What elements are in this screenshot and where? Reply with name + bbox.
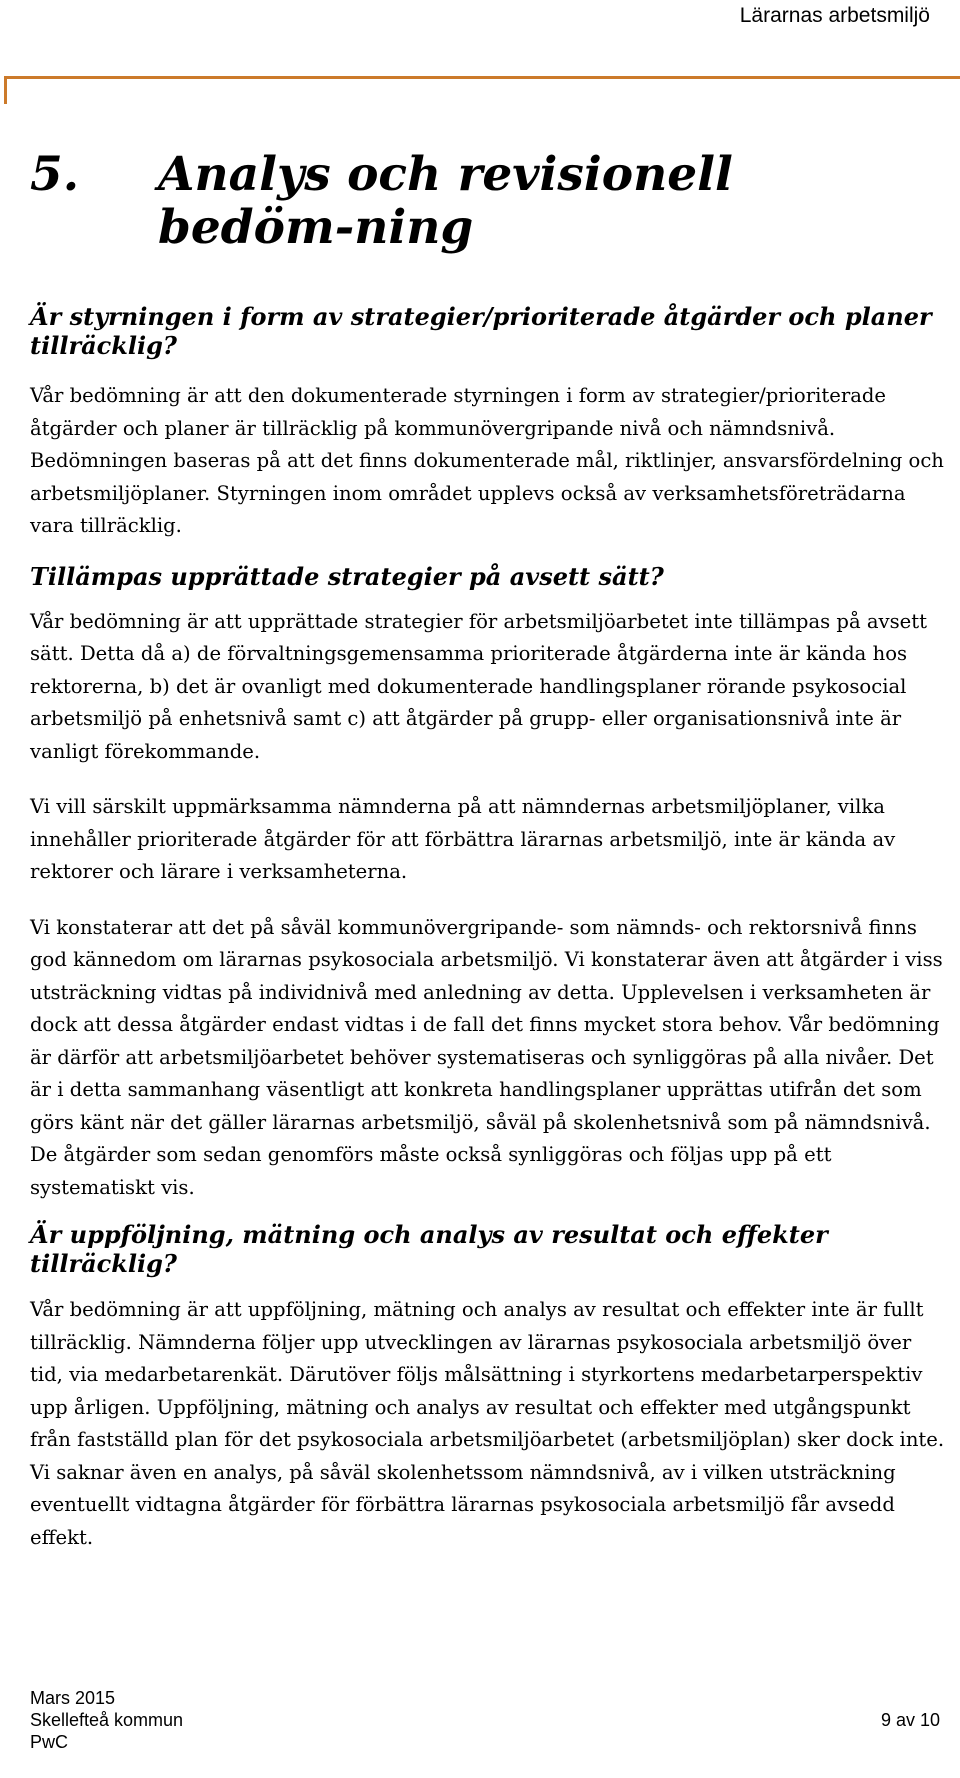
paragraph: Vi vill särskilt uppmärksamma nämnderna på att nämndernas arbetsmiljöplaner, vilka innehåller prioriterade åtgärder för att förbättra lärarnas arbetsmiljö, inte är kända av rektorer och lärare i verksamheterna. — [30, 795, 896, 883]
header-rule — [4, 76, 960, 79]
footer-company: PwC — [30, 1732, 69, 1752]
footer — [30, 1687, 940, 1753]
paragraph: Vi konstaterar att det på såväl kommunövergripande- som nämnds- och rektorsnivå finns god kännedom om lärarnas psykosociala arbetsmiljö. Vi konstaterar även att åtgärder i viss utsträckning vidtas på individnivå med anledning av detta. Upplevelsen i verksamheten är dock att dessa åtgärder endast vidtas i de fall det finns mycket stora behov. Vår bedömning är därför att arbetsmiljöarbetet behöver systematiseras och synliggöras på alla nivåer. Det är i detta sammanhang väsentligt att konkreta handlingsplaner upprättas utifrån det som görs känt när det gäller lärarnas arbetsmiljö, såväl på skolenhetsnivå som på nämndsnivå. De åtgärder som sedan genomförs måste också synliggöras och följas upp på ett systematiskt vis. — [30, 915, 943, 1199]
footer-organization: Skellefteå kommun — [30, 1710, 184, 1730]
header-rule-corner — [4, 76, 7, 104]
paragraph: Vår bedömning är att upprättade strategier för arbetsmiljöarbetet inte tillämpas på avsett sätt. Detta då a) de förvaltningsgemensamma prioriterade åtgärderna inte är kända hos rektorerna, b) det är ovanligt med dokumenterade handlingsplaner rörande psykosocial arbetsmiljö på enhetsnivå samt c) att åtgärder på grupp- eller organisationsnivå inte är vanligt förekommande. — [30, 609, 928, 763]
page-number: 9 av 10 — [880, 1710, 940, 1730]
footer-date: Mars 2015 — [30, 1688, 116, 1708]
running-header: Lärarnas arbetsmiljö — [739, 4, 930, 27]
subheading-strategies: Är styrningen i form av strategier/prioriterade åtgärder och planer tillräcklig? — [30, 302, 932, 360]
section-number: 5. — [30, 147, 80, 202]
paragraph: Vår bedömning är att den dokumenterade styrningen i form av strategier/prioriterade åtgärder och planer är tillräcklig på kommunövergripande nivå och nämndsnivå. Bedömningen baseras på att det finns dokumenterade mål, riktlinjer, ansvarsfördelning och arbetsmiljöplaner. Styrningen inom området upplevs också av verksamhetsföreträdarna vara tillräcklig. — [30, 384, 944, 537]
document-body — [30, 148, 958, 1554]
subheading-applied: Tillämpas upprättade strategier på avsett sätt? — [30, 561, 664, 591]
section-title: Analys och revisionell bedöm-ning — [158, 147, 733, 255]
paragraph: Vår bedömning är att uppföljning, mätning och analys av resultat och effekter inte är fullt tillräcklig. Nämnderna följer upp utvecklingen av lärarnas psykosociala arbetsmiljö över tid, via medarbetarenkät. Därutöver följs målsättning i styrkortens medarbetarperspektiv upp årligen. Uppföljning, mätning och analys av resultat och effekter med utgångspunkt från fastställd plan för det psykosociala arbetsmiljöarbetet (arbetsmiljöplan) sker dock inte. Vi saknar även en analys, på såväl skolenhetssom nämndsnivå, av i vilken utsträckning eventuellt vidtagna åtgärder för förbättra lärarnas psykosociala arbetsmiljö får avsedd effekt. — [30, 1298, 945, 1549]
section-heading — [30, 148, 958, 254]
subheading-followup: Är uppföljning, mätning och analys av resultat och effekter tillräcklig? — [30, 1220, 828, 1278]
